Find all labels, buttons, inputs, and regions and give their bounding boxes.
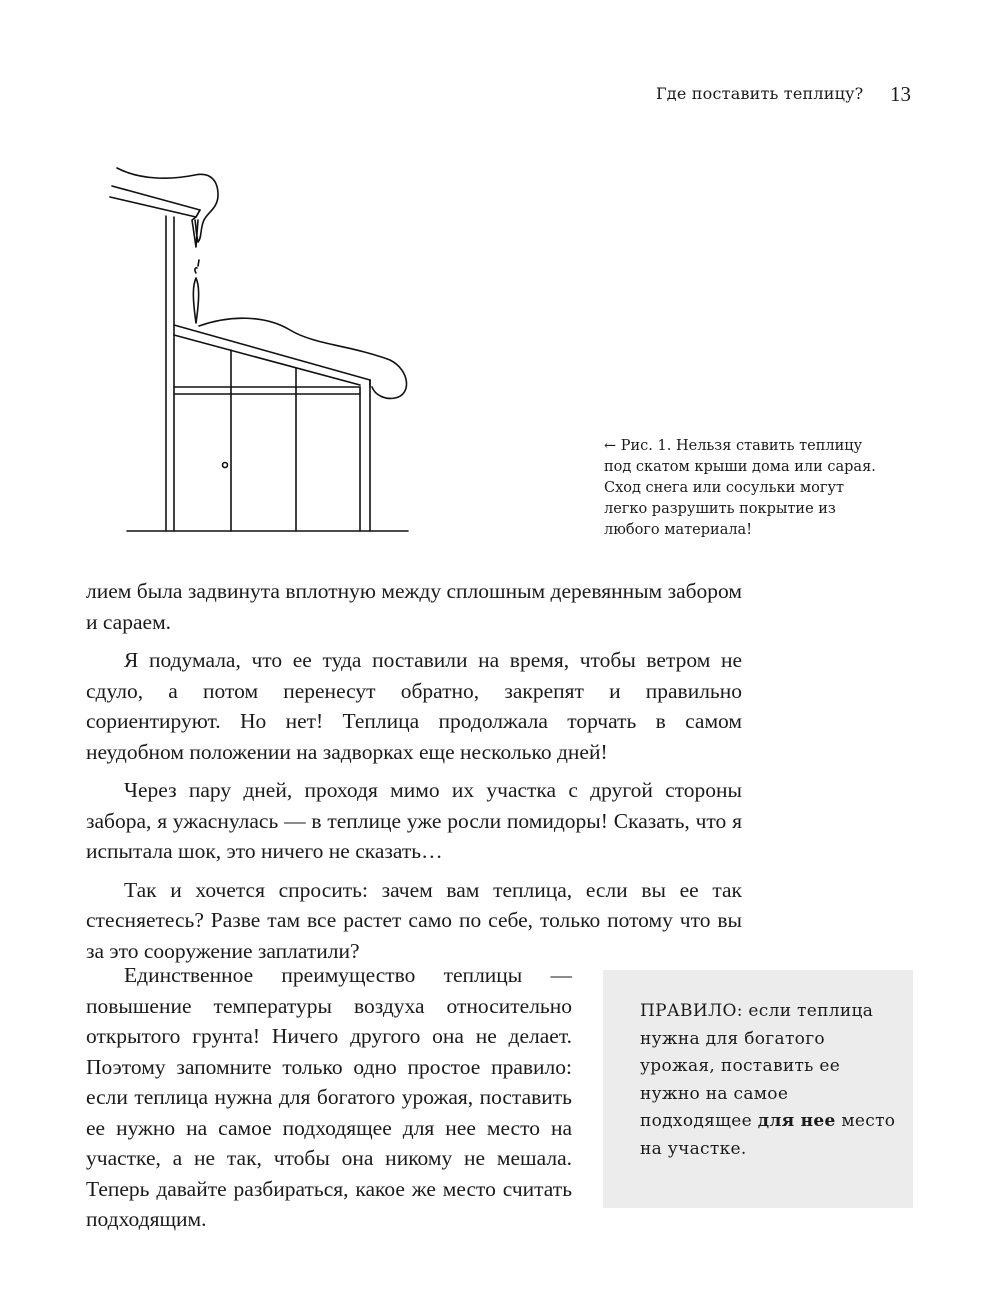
paragraph: лием была задвинута вплотную между сплошным деревянным забором и сараем. [86, 579, 742, 634]
rule-callout-box [603, 970, 913, 1208]
body-text-lower [86, 960, 572, 1235]
caption-line: ← Рис. 1. Нельзя ставить теплицу [604, 438, 863, 454]
caption-line: легко разрушить покрытие из [604, 501, 836, 517]
paragraph: Так и хочется спросить: зачем вам теплица, если вы ее так стесняетесь? Разве там все растет само по себе, только потому что вы за это сооружение заплатили? [86, 877, 742, 963]
rule-bold-emphasis: для нее [757, 1111, 836, 1131]
page-number: 13 [890, 82, 911, 106]
rule-text [640, 998, 900, 1163]
figure-illustration [100, 150, 430, 540]
caption-line: любого материала! [604, 522, 753, 538]
paragraph: Я подумала, что ее туда поставили на время, чтобы ветром не сдуло, а потом перенесут обратно, закрепят и правильно сориентируют. Но нет! Теплица продолжала торчать в самом неудобном положении на задворках еще несколько дней! [86, 648, 742, 764]
running-head [640, 80, 940, 110]
paragraph: Единственное преимущество теплицы — повышение температуры воздуха относительно открытого грунта! Ничего другого она не делает. Поэтому запомните только одно простое правило: если теплица нужна для богатого урожая, поставить ее нужно на самое подходящее для нее место на участке, а не так, чтобы она никому не мешала. Теперь давайте разбираться, какое же место считать подходящим. [86, 963, 572, 1231]
running-title: Где поставить теплицу? [656, 84, 864, 103]
figure-caption [604, 436, 914, 541]
caption-line: Сход снега или сосульки могут [604, 480, 845, 496]
rule-text-before: : если теплица нужна для богатого урожая, поставить ее нужно на самое подходящее [640, 1001, 874, 1131]
house-shed-snow-illustration-icon [100, 150, 430, 540]
rule-label: ПРАВИЛО [640, 1001, 737, 1021]
caption-line: под скатом крыши дома или сарая. [604, 459, 876, 475]
paragraph: Через пару дней, проходя мимо их участка с другой стороны забора, я ужаснулась — в теплице уже росли помидоры! Сказать, что я испытала шок, это ничего не сказать… [86, 778, 742, 863]
rule-text-after: место на участке. [640, 1111, 896, 1159]
body-text-upper [86, 576, 742, 966]
